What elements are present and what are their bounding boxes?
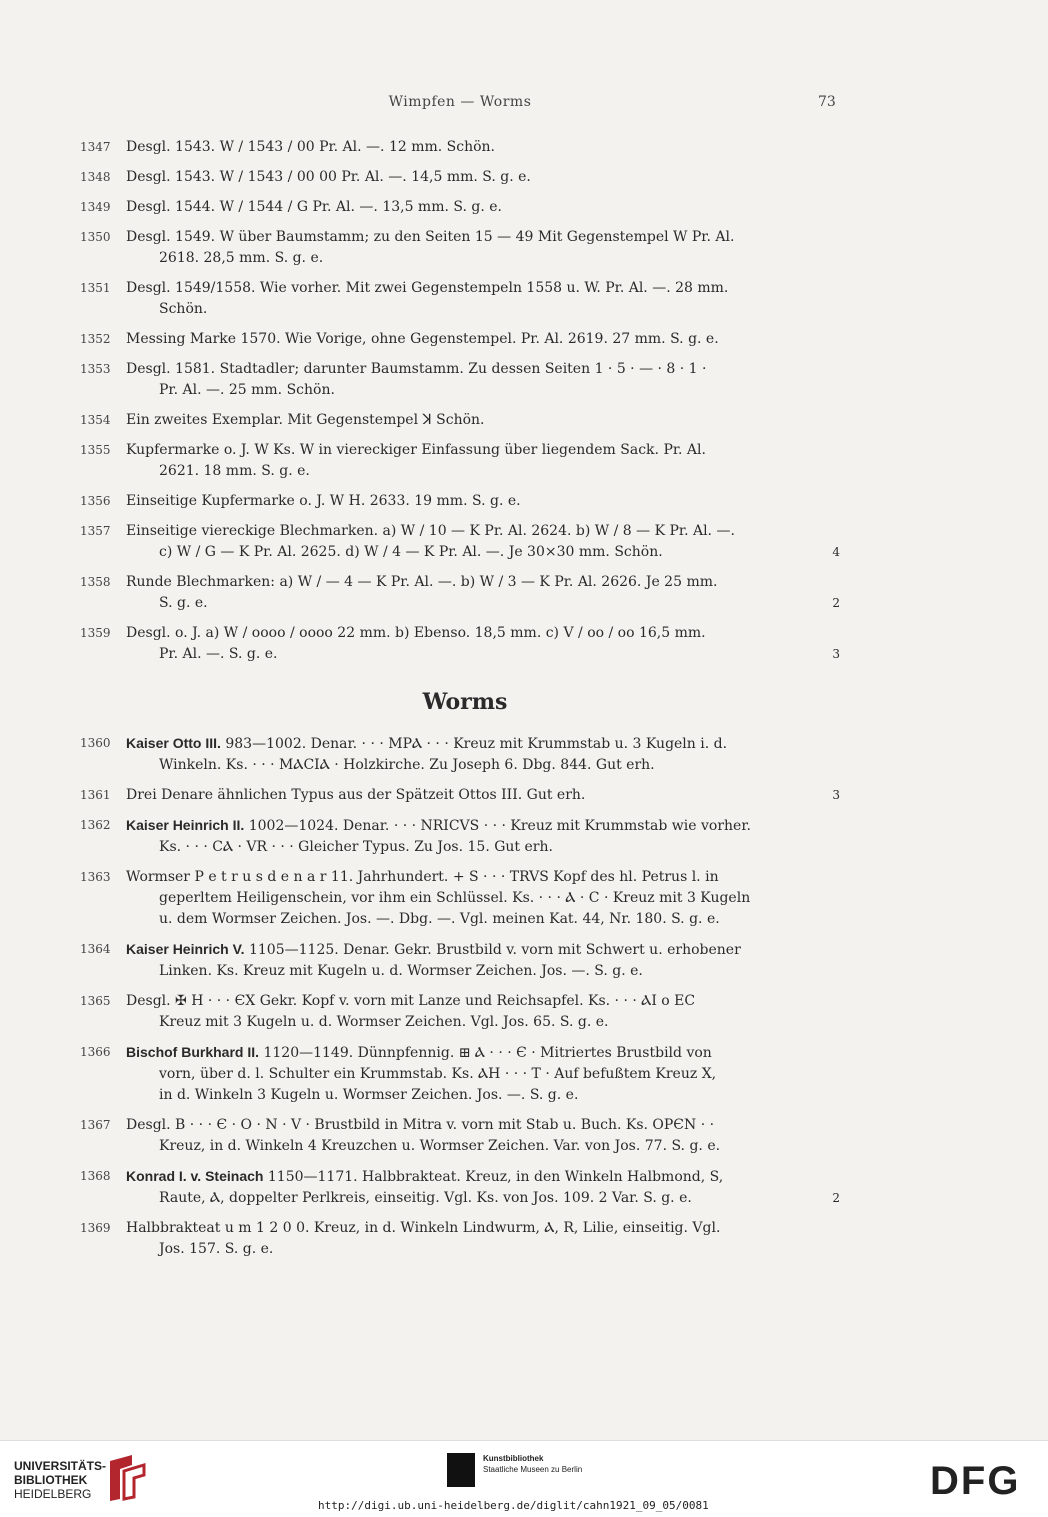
entry-line: Runde Blechmarken: a) W / — 4 — K Pr. Al. —. b) W / 3 — K Pr. Al. 2626. Je 25 mm.: [126, 574, 718, 590]
entry-line: Desgl. 1581. Stadtadler; darunter Baumstamm. Zu dessen Seiten 1 · 5 · — · 8 · 1 ·: [126, 361, 707, 377]
catalogue-entry: [80, 440, 850, 482]
entry-line: Desgl. ✠ H · · · ЄX Gekr. Kopf v. vorn mit Lanze und Reichsapfel. Ks. · · · ⲀI o EC: [126, 993, 696, 1009]
entry-text: 1120—1149. Dünnpfennig. ⊞ Ⲁ · · · Є · Mitriertes Brustbild von: [259, 1045, 712, 1061]
entry-number: 1364: [80, 942, 111, 956]
entry-count: 2: [832, 596, 840, 610]
entry-number: 1369: [80, 1221, 111, 1235]
entry-number: 1360: [80, 736, 111, 750]
entry-line: vorn, über d. l. Schulter ein Krummstab. Ks. ⲀH · · · T · Auf befußtem Kreuz X,: [159, 1066, 717, 1082]
entry-ruler-name: Kaiser Heinrich V.: [126, 941, 245, 957]
catalogue-entry: [80, 491, 850, 512]
entry-line: Kupfermarke o. J. W Ks. W in viereckiger Einfassung über liegendem Sack. Pr. Al.: [126, 442, 706, 458]
entry-count: 3: [832, 788, 840, 802]
catalogue-entry: [80, 410, 850, 431]
entry-line: Ein zweites Exemplar. Mit Gegenstempel ꓘ Schön.: [126, 412, 485, 428]
entry-number: 1359: [80, 626, 111, 640]
entry-line: Desgl. o. J. a) W / oooo / oooo 22 mm. b) Ebenso. 18,5 mm. c) V / oo / oo 16,5 mm.: [126, 625, 706, 641]
catalogue-entry: [80, 197, 850, 218]
entry-number: 1362: [80, 818, 111, 832]
catalogue-entry: [80, 1218, 850, 1260]
kb-line-2: Staatliche Museen zu Berlin: [483, 1465, 583, 1474]
entry-line: in d. Winkeln 3 Kugeln u. Wormser Zeichen. Jos. —. S. g. e.: [159, 1087, 579, 1103]
catalogue-entry: [80, 572, 850, 614]
entry-line: [126, 1042, 850, 1064]
entry-line: Winkeln. Ks. · · · MⲀCIⲀ · Holzkirche. Zu Joseph 6. Dbg. 844. Gut erh.: [159, 757, 655, 773]
entry-line: Einseitige viereckige Blechmarken. a) W / 10 — K Pr. Al. 2624. b) W / 8 — K Pr. Al. —.: [126, 523, 735, 539]
entry-line: c) W / G — K Pr. Al. 2625. d) W / 4 — K Pr. Al. —. Je 30×30 mm. Schön.: [159, 544, 663, 560]
catalogue-entry: [80, 1115, 850, 1157]
uni-line-1: UNIVERSITÄTS-: [14, 1459, 107, 1473]
entry-number: 1365: [80, 994, 111, 1008]
entry-text: 1105—1125. Denar. Gekr. Brustbild v. vorn mit Schwert u. erhobener: [244, 942, 741, 958]
entry-line: Drei Denare ähnlichen Typus aus der Spätzeit Ottos III. Gut erh.: [126, 787, 586, 803]
entry-line: 2621. 18 mm. S. g. e.: [159, 463, 310, 479]
entry-line: Kreuz, in d. Winkeln 4 Kreuzchen u. Wormser Zeichen. Var. von Jos. 77. S. g. e.: [159, 1138, 721, 1154]
entry-number: 1356: [80, 494, 111, 508]
entry-line: Kreuz mit 3 Kugeln u. d. Wormser Zeichen. Vgl. Jos. 65. S. g. e.: [159, 1014, 609, 1030]
entry-line: Desgl. 1543. W / 1543 / 00 00 Pr. Al. —. 14,5 mm. S. g. e.: [126, 169, 531, 185]
entry-line: Desgl. 1549. W über Baumstamm; zu den Seiten 15 — 49 Mit Gegenstempel W Pr. Al.: [126, 229, 735, 245]
entry-line: Messing Marke 1570. Wie Vorige, ohne Gegenstempel. Pr. Al. 2619. 27 mm. S. g. e.: [126, 331, 719, 347]
entry-line: Jos. 157. S. g. e.: [159, 1241, 274, 1257]
entry-line: [126, 733, 850, 755]
catalogue-entry: [80, 733, 850, 776]
catalogue-entry: [80, 991, 850, 1033]
entry-number: 1361: [80, 788, 111, 802]
catalogue-entry: [80, 785, 850, 806]
catalogue-entries: [80, 137, 850, 1269]
dfg-logo[interactable]: DFG: [930, 1459, 1021, 1503]
entry-line: Desgl. 1549/1558. Wie vorher. Mit zwei Gegenstempeln 1558 u. W. Pr. Al. —. 28 mm.: [126, 280, 729, 296]
entry-number: 1368: [80, 1169, 111, 1183]
uni-line-3: HEIDELBERG: [14, 1487, 92, 1501]
entry-ruler-name: Kaiser Otto III.: [126, 735, 221, 751]
entry-number: 1351: [80, 281, 111, 295]
kunstbibliothek-text[interactable]: [447, 1453, 582, 1475]
entry-line: Desgl. 1543. W / 1543 / 00 Pr. Al. —. 12 mm. Schön.: [126, 139, 496, 155]
entry-number: 1347: [80, 140, 111, 154]
entry-number: 1353: [80, 362, 111, 376]
entry-number: 1366: [80, 1045, 111, 1059]
entry-ruler-name: Bischof Burkhard II.: [126, 1044, 260, 1060]
entry-number: 1367: [80, 1118, 111, 1132]
catalogue-entry: [80, 815, 850, 858]
entry-line: 2618. 28,5 mm. S. g. e.: [159, 250, 324, 266]
entry-line: Wormser P e t r u s d e n a r 11. Jahrhundert. + S · · · TRVS Kopf des hl. Petrus l. in: [126, 869, 719, 885]
catalogue-entry: [80, 1166, 850, 1209]
entry-text: 983—1002. Denar. · · · MPⲀ · · · Kreuz mit Krummstab u. 3 Kugeln i. d.: [220, 736, 728, 752]
catalogue-entry: [80, 623, 850, 665]
ub-heidelberg-logo-icon[interactable]: [104, 1453, 150, 1503]
section-heading: Worms: [422, 689, 508, 715]
catalogue-entry: [80, 359, 850, 401]
entry-line: u. dem Wormser Zeichen. Jos. —. Dbg. —. Vgl. meinen Kat. 44, Nr. 180. S. g. e.: [159, 911, 720, 927]
kb-line-1: Kunstbibliothek: [483, 1454, 544, 1463]
permalink-url[interactable]: http://digi.ub.uni-heidelberg.de/diglit/cahn1921_09_05/0081: [318, 1499, 709, 1512]
entry-number: 1354: [80, 413, 111, 427]
catalogue-entry: [80, 137, 850, 158]
entry-line: Desgl. 1544. W / 1544 / G Pr. Al. —. 13,5 mm. S. g. e.: [126, 199, 502, 215]
entries-worms: [80, 733, 850, 1260]
entry-count: 2: [832, 1191, 840, 1205]
entry-line: Linken. Ks. Kreuz mit Kugeln u. d. Wormser Zeichen. Jos. —. S. g. e.: [159, 963, 643, 979]
entry-line: [126, 815, 850, 837]
entry-line: Raute, Ⲁ, doppelter Perlkreis, einseitig. Vgl. Ks. von Jos. 109. 2 Var. S. g. e.: [159, 1190, 692, 1206]
university-library-logo-text[interactable]: [14, 1459, 106, 1501]
digitization-footer: [0, 1440, 1048, 1517]
entry-number: 1363: [80, 870, 111, 884]
entry-line: Ks. · · · CⲀ · VR · · · Gleicher Typus. Zu Jos. 15. Gut erh.: [159, 839, 553, 855]
entry-text: 1150—1171. Halbbrakteat. Kreuz, in den Winkeln Halbmond, S,: [263, 1169, 724, 1185]
running-head-title: Wimpfen — Worms: [388, 94, 532, 110]
entry-line: [126, 939, 850, 961]
catalogue-entry: [80, 227, 850, 269]
entry-number: 1357: [80, 524, 111, 538]
entry-line: Pr. Al. —. 25 mm. Schön.: [159, 382, 335, 398]
entry-line: Desgl. B · · · Є · O · N · V · Brustbild in Mitra v. vorn mit Stab u. Buch. Ks. OPЄN · ·: [126, 1117, 715, 1133]
entry-count: 3: [832, 647, 840, 661]
catalogue-entry: [80, 939, 850, 982]
entry-number: 1352: [80, 332, 111, 346]
catalogue-entry: [80, 167, 850, 188]
entry-number: 1350: [80, 230, 111, 244]
entry-ruler-name: Konrad I. v. Steinach: [126, 1168, 264, 1184]
entry-line: Schön.: [159, 301, 208, 317]
catalogue-entry: [80, 329, 850, 350]
entries-wimpfen: [80, 137, 850, 665]
entry-number: 1348: [80, 170, 111, 184]
catalogue-entry: [80, 1042, 850, 1106]
entry-line: S. g. e.: [159, 595, 208, 611]
entry-line: Pr. Al. —. S. g. e.: [159, 646, 278, 662]
catalogue-entry: [80, 278, 850, 320]
running-head: [0, 94, 1048, 114]
entry-line: geperltem Heiligenschein, vor ihm ein Schlüssel. Ks. · · · Ⲁ · C · Kreuz mit 3 Kugeln: [159, 890, 751, 906]
catalogue-entry: [80, 521, 850, 563]
page-number: 73: [818, 94, 836, 110]
entry-count: 4: [832, 545, 840, 559]
catalogue-entry: [80, 867, 850, 930]
entry-ruler-name: Kaiser Heinrich II.: [126, 817, 245, 833]
entry-line: [126, 1166, 850, 1188]
entry-line: Einseitige Kupfermarke o. J. W H. 2633. 19 mm. S. g. e.: [126, 493, 521, 509]
entry-line: Halbbrakteat u m 1 2 0 0. Kreuz, in d. Winkeln Lindwurm, Ⲁ, R, Lilie, einseitig. Vgl.: [126, 1220, 721, 1236]
entry-number: 1355: [80, 443, 111, 457]
uni-line-2: BIBLIOTHEK: [14, 1473, 88, 1487]
entry-number: 1349: [80, 200, 111, 214]
entry-number: 1358: [80, 575, 111, 589]
entry-text: 1002—1024. Denar. · · · NRICVS · · · Kreuz mit Krummstab wie vorher.: [244, 818, 751, 834]
